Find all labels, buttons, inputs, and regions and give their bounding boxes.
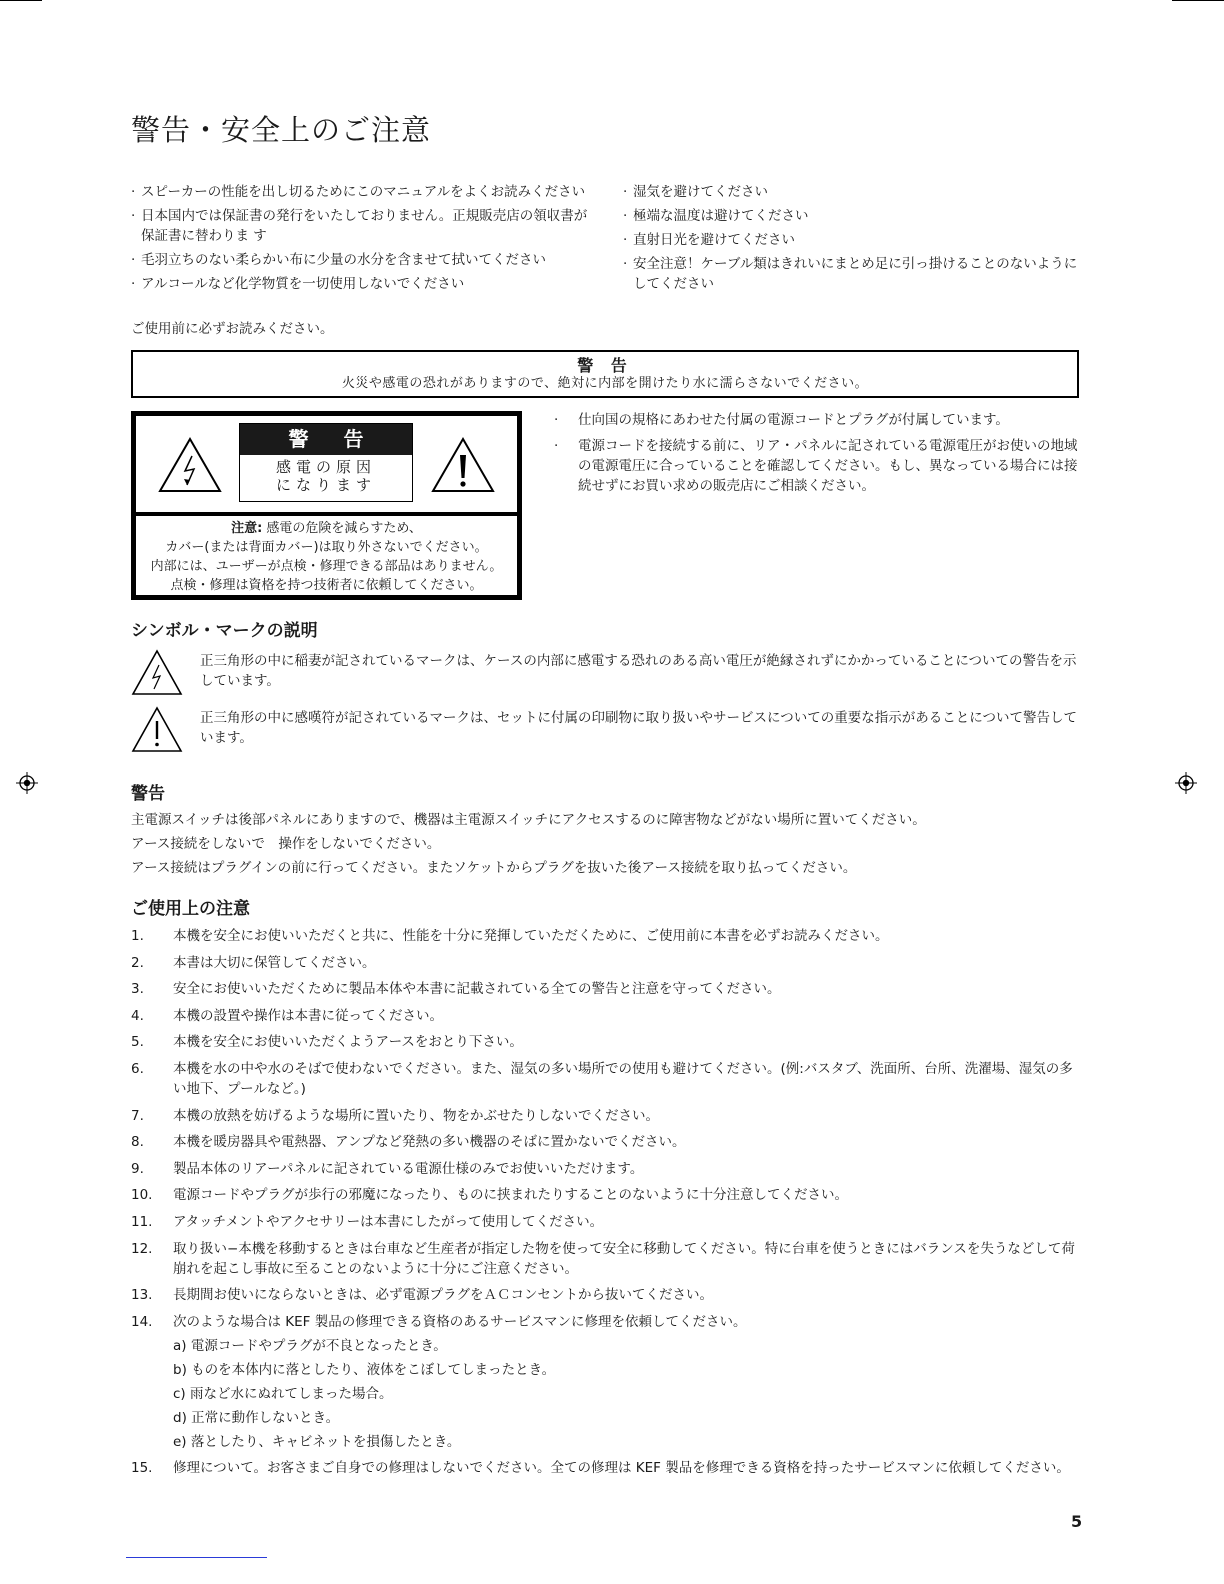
care-bullets-left — [131, 182, 593, 298]
label-heading: 警 告 — [240, 424, 412, 455]
caution-bold: 注意: — [231, 521, 263, 536]
list-item: · アルコールなど化学物質を一切使用しないでください — [131, 274, 593, 294]
label-subtext-2: になります — [275, 476, 376, 494]
caution-line-4: 点検・修理は資格を持つ技術者に依頼してください。 — [170, 578, 483, 593]
caution-line-1 — [136, 519, 517, 538]
warning-line: アース接続をしないで 操作をしないでください。 — [131, 836, 441, 852]
list-item: 4. 本機の設置や操作は本書に従ってください。 — [131, 1007, 443, 1024]
list-item: 8. 本機を暖房器具や電熱器、アンプなど発熱の多い機器のそばに置かないでください。 — [131, 1134, 686, 1151]
usage-heading: ご使用上の注意 — [131, 899, 250, 919]
list-item: 15. 修理について。お客さまご自身での修理はしないでください。全ての修理は KEF 製品を修理できる資格を持ったサービスマンに依頼してください。 — [131, 1460, 1070, 1477]
warning-line: 主電源スイッチは後部パネルにありますので、機器は主電源スイッチにアクセスするのに障害物などがない場所に置いてください。 — [131, 812, 926, 828]
power-notes — [554, 410, 1079, 502]
page-title: 警告・安全上のご注意 — [131, 113, 432, 147]
caution-text-1: 感電の危険を減らすため、 — [266, 521, 422, 536]
repair-conditions — [173, 1336, 1081, 1452]
warning-box-text: 火災や感電の恐れがありますので、絶対に内部を開けたり水に濡らさないでください。 — [341, 376, 869, 391]
list-item: · スピーカーの性能を出し切るためにこのマニュアルをよくお読みください — [131, 182, 593, 202]
exclamation-description: 正三角形の中に感嘆符が記されているマークは、セットに付属の印刷物に取り扱いやサービスについての重要な指示があることについて警告しています。 — [200, 710, 1077, 746]
lightning-description: 正三角形の中に稲妻が記されているマークは、ケースの内部に感電する恐れのある高い電圧が絶縁されずにかかっていることについての警告を示しています。 — [200, 653, 1077, 689]
list-item: 1. 本機を安全にお使いいただくと共に、性能を十分に発揮していただくために、ご使用前に本書を必ずお読みください。 — [131, 928, 889, 944]
intro-text: ご使用前に必ずお読みください。 — [131, 321, 334, 337]
caution-line-2: カバー(または背面カバー)は取り外さないでください。 — [165, 540, 488, 555]
lightning-triangle-icon — [131, 649, 183, 696]
lightning-triangle-icon — [157, 436, 223, 494]
list-item: · 直射日光を避けてください — [623, 230, 1081, 250]
list-item: 12. 取り扱い−本機を移動するときは台車など生産者が指定した物を使って安全に移動してください。特に台車を使うときにはバランスを失うなどして荷崩れを起こし事故に至ることのないように十分にご注意ください。 — [131, 1240, 1075, 1277]
caution-line-3: 内部には、ユーザーが点検・修理できる部品はありません。 — [150, 559, 503, 574]
exclamation-triangle-icon — [430, 436, 496, 494]
warning-line: アース接続はプラグインの前に行ってください。またソケットからプラグを抜いた後アース接続を取り払ってください。 — [131, 860, 857, 876]
sub-item: d) 正常に動作しないとき。 — [173, 1409, 340, 1426]
symbols-heading: シンボル・マークの説明 — [131, 621, 318, 641]
list-item: 10. 電源コードやプラグが歩行の邪魔になったり、ものに挟まれたりすることのないように十分注意してください。 — [131, 1187, 848, 1204]
list-item: 11. アタッチメントやアクセサリーは本書にしたがって使用してください。 — [131, 1213, 604, 1230]
crop-mark-top-left — [0, 0, 42, 1]
list-item: · 安全注意！ケーブル類はきれいにまとめ足に引っ掛けることのないようにしてください — [623, 254, 1081, 294]
label-subtext-1: 感電の原因 — [275, 458, 376, 476]
list-item: · 極端な温度は避けてください — [623, 206, 1081, 226]
label-warning-box — [239, 423, 413, 502]
shock-hazard-label — [131, 411, 522, 600]
usage-list — [131, 926, 1081, 1485]
footer-rule — [126, 1557, 267, 1558]
symbol-exclamation — [131, 706, 1081, 754]
sub-item: e) 落としたり、キャビネットを損傷したとき。 — [173, 1433, 461, 1450]
sub-item: c) 雨など水にぬれてしまった場合。 — [173, 1385, 393, 1402]
list-item: · 日本国内では保証書の発行をいたしておりません。正規販売店の領収書が保証書に替わりま す — [131, 206, 593, 246]
warning-box-heading: 警 告 — [577, 356, 633, 375]
list-item: · 毛羽立ちのない柔らかい布に少量の水分を含ませて拭いてください — [131, 250, 593, 270]
list-item: 14. 次のような場合は KEF 製品の修理できる資格のあるサービスマンに修理を依頼してください。 a) 電源コードやプラグが不良となったとき。 b) ものを本体内に落としたり、液体をこぼしてしまったとき。 c) 雨など水にぬれてしまった場合。 d) 正常に動作しないとき。 e) 落としたり、キャビネットを損傷したとき。 — [131, 1312, 1081, 1452]
warning-box — [131, 350, 1079, 398]
list-item: 9. 製品本体のリアーパネルに記されている電源仕様のみでお使いいただけます。 — [131, 1160, 644, 1177]
exclamation-triangle-icon — [131, 706, 183, 753]
sub-item: a) 電源コードやプラグが不良となったとき。 — [173, 1337, 447, 1354]
care-bullets-right — [623, 182, 1081, 298]
warning-paragraphs — [131, 808, 1081, 880]
list-item: 3. 安全にお使いいただくために製品本体や本書に記載されている全ての警告と注意を守ってください。 — [131, 981, 781, 998]
list-item: 5. 本機を安全にお使いいただくようアースをおとり下さい。 — [131, 1034, 523, 1051]
list-item: 2. 本書は大切に保管してください。 — [131, 954, 376, 971]
symbol-lightning — [131, 649, 1081, 697]
sub-item: b) ものを本体内に落としたり、液体をこぼしてしまったとき。 — [173, 1361, 556, 1378]
list-item: 7. 本機の放熱を妨げるような場所に置いたり、物をかぶせたりしないでください。 — [131, 1107, 659, 1124]
list-item: · 湿気を避けてください — [623, 182, 1081, 202]
warning-heading: 警告 — [131, 784, 165, 804]
list-item: · 電源コードを接続する前に、リア・パネルに記されている電源電圧がお使いの地域の電源電圧に合っていることを確認してください。もし、異なっている場合には接続せずにお買い求めの販売店にご相談ください。 — [554, 436, 1079, 496]
crop-mark-top-right — [1172, 0, 1224, 1]
list-item: 13. 長期間お使いにならないときは、必ず電源プラグをＡＣコンセントから抜いてください。 — [131, 1287, 713, 1304]
list-item: 6. 本機を水の中や水のそばで使わないでください。また、湿気の多い場所での使用も避けてください。(例:バスタブ、洗面所、台所、洗濯場、湿気の多い地下、プールなど。) — [131, 1060, 1073, 1097]
page-number: 5 — [1071, 1512, 1083, 1531]
list-item: · 仕向国の規格にあわせた付属の電源コードとプラグが付属しています。 — [554, 410, 1079, 430]
registration-mark-right-icon — [1175, 772, 1197, 794]
label-caution — [136, 516, 517, 595]
registration-mark-left-icon — [16, 772, 38, 794]
